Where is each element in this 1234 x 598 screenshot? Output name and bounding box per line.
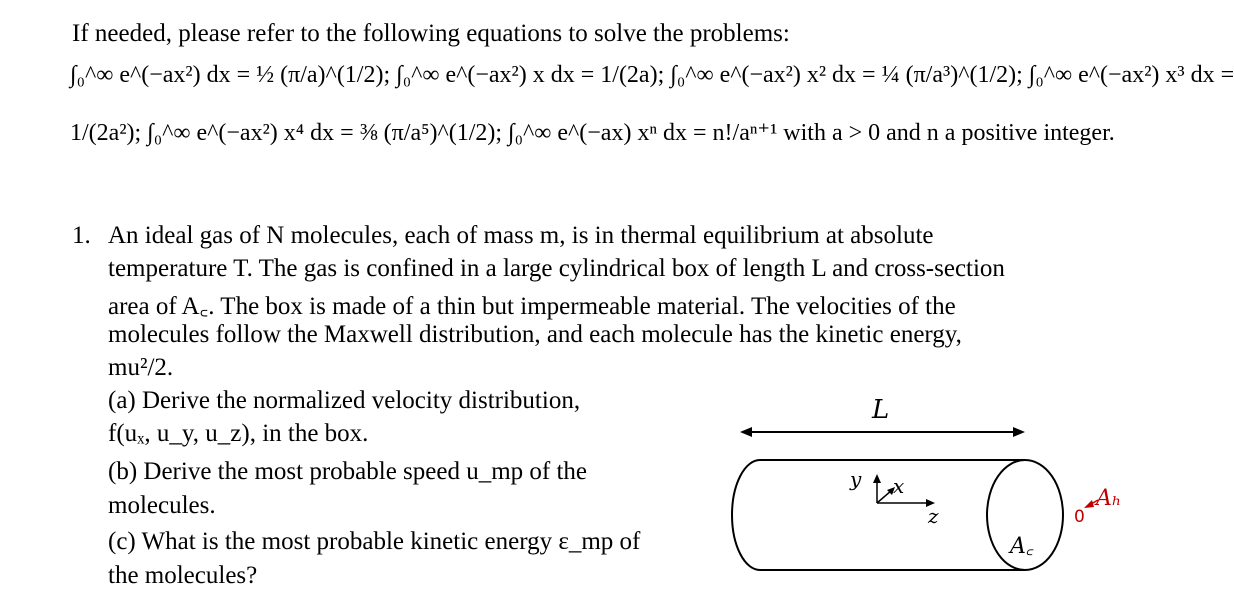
part-c-line-1: (c) What is the most probable kinetic energy ε_mp of <box>108 528 641 555</box>
y-axis-head <box>873 474 881 483</box>
equation-2: ∫₀^∞ e^(−ax²) x dx = 1/(2a); <box>396 62 665 88</box>
problem-line-2: temperature T. The gas is confined in a large cylindrical box of length L and cross-section <box>108 255 1005 282</box>
length-arrow-left-head <box>740 427 752 437</box>
length-label: L <box>872 395 890 425</box>
problem-line-3: area of A꜀. The box is made of a thin but impermeable material. The velocities of the <box>108 293 956 320</box>
y-axis-label: y <box>850 467 862 491</box>
problem-line-5: mu²/2. <box>108 354 174 381</box>
equation-6: ∫₀^∞ e^(−ax) xⁿ dx = n!/aⁿ⁺¹ <box>508 120 778 146</box>
problem-line-4: molecules follow the Maxwell distribution, and each molecule has the kinetic energy, <box>108 321 962 348</box>
part-c-line-2: the molecules? <box>108 562 258 589</box>
equation-line-1 <box>70 62 1234 89</box>
problem-line-1: An ideal gas of N molecules, each of mass m, is in thermal equilibrium at absolute <box>108 222 934 249</box>
cylinder-figure <box>700 380 1160 590</box>
equation-3: ∫₀^∞ e^(−ax²) x² dx = ¼ (π/a³)^(1/2); <box>670 62 1023 88</box>
hole-symbol: 0 <box>1074 507 1085 527</box>
length-arrow-right-head <box>1013 427 1025 437</box>
problem-number: 1. <box>72 222 91 249</box>
z-axis-label: z <box>928 504 939 528</box>
part-a-line-1: (a) Derive the normalized velocity distribution, <box>108 387 581 414</box>
equation-4-result: 1/(2a²); <box>70 120 142 146</box>
hole-pointer-head <box>1084 500 1094 508</box>
part-a-line-2: f(uₓ, u_y, u_z), in the box. <box>108 420 369 447</box>
equation-1: ∫₀^∞ e^(−ax²) dx = ½ (π/a)^(1/2); <box>70 62 391 88</box>
x-axis-label: x <box>893 474 905 498</box>
part-b-line-2: molecules. <box>108 492 216 519</box>
equation-condition: with a > 0 and n a positive integer. <box>783 120 1115 146</box>
equation-line-2 <box>70 118 1115 147</box>
part-b-line-1: (b) Derive the most probable speed u_mp of the <box>108 458 588 485</box>
hole-label: Aₕ <box>1096 486 1122 511</box>
equation-5: ∫₀^∞ e^(−ax²) x⁴ dx = ⅜ (π/a⁵)^(1/2); <box>147 120 503 146</box>
intro-text: If needed, please refer to the following equations to solve the problems: <box>72 20 790 47</box>
area-label: A꜀ <box>1010 534 1034 559</box>
cylinder-left-end <box>732 460 760 570</box>
equation-4: ∫₀^∞ e^(−ax²) x³ dx = <box>1028 62 1234 88</box>
